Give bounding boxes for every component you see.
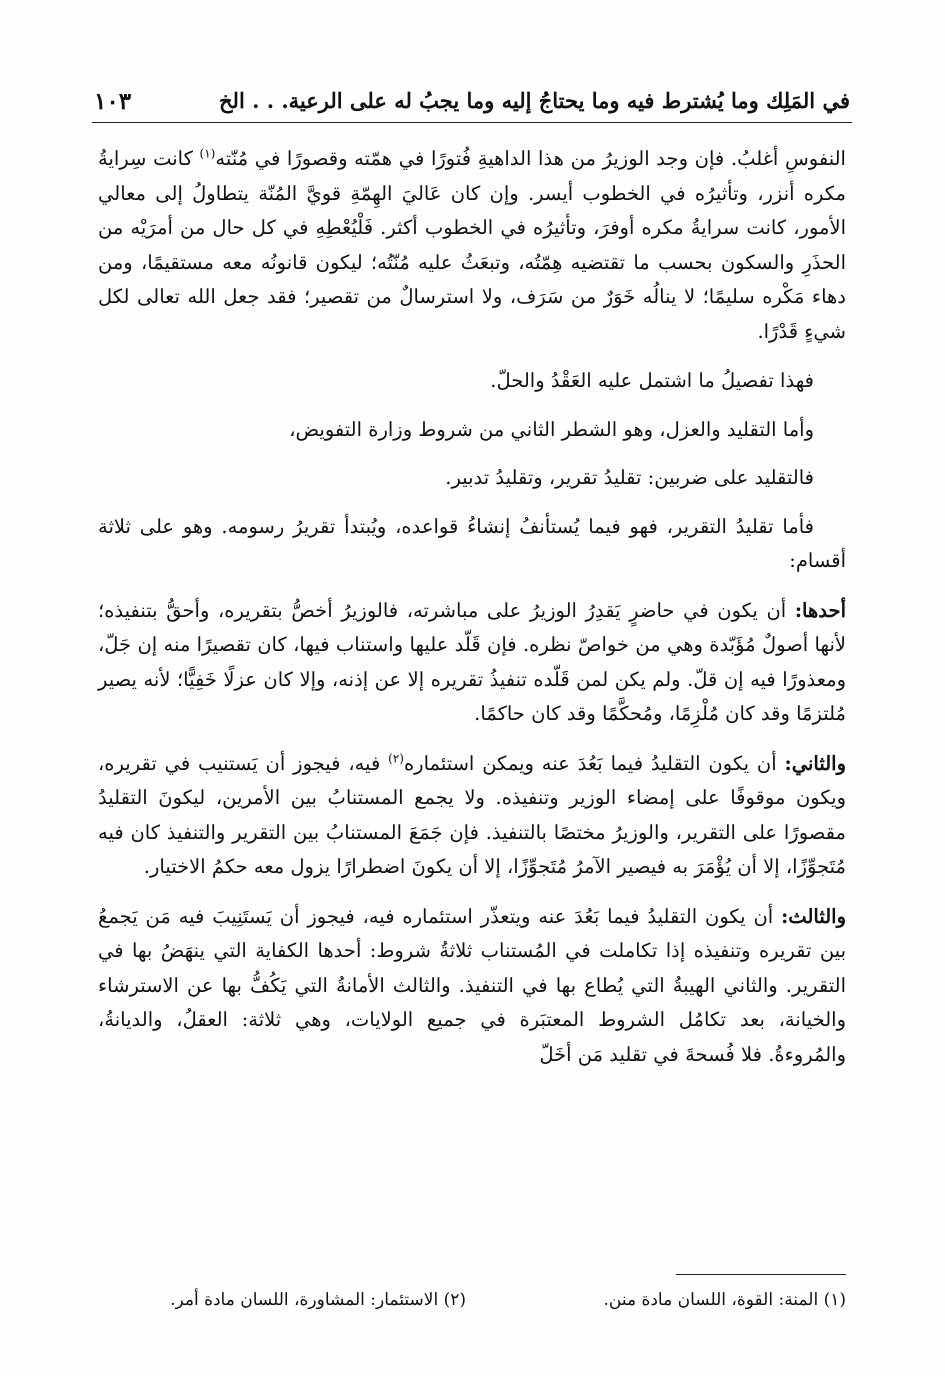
paragraph-text: كانت سِرايةُ مكره أنزر، وتأثيرُه في الخطوب أيسر. وإن كان عَاليَ الهِمّةِ قويَّ المُنّة يتطاولُ إلى معالي الأمور، كانت سرايةُ مكره أوفرَ، وتأثيرُه في الخطوب أكثر. فَلْيُعْطِهِ في كل حال من أمرَيْه من الحذَرِ والسكون بحسب ما تقتضيه هِمّتُه، وتبعَثُ عليه مُنّتُه؛ ليكون قانونُه معه مستقيمًا، ومن دهاء مَكْره سليمًا؛ لا ينالُه خَوَرٌ من سَرَف، ولا استرسالٌ من تقصير؛ فقد جعل الله تعالى لكل شيءٍ قَدْرًا. (98, 147, 846, 343)
paragraph-8 (98, 900, 846, 1073)
paragraph-text: فأما تقليدُ التقرير، فهو فيما يُستأنفُ إنشاءُ قواعده، ويُبتدأ تقريرُ رسومه. وهو على ثلاثة أقسام: (98, 514, 846, 572)
paragraph-6 (98, 594, 846, 732)
paragraph-4 (98, 461, 846, 496)
paragraph-text: أن يكون في حاضرٍ يَقدِرُ الوزيرُ على مباشرته، فالوزيرُ أخصُّ بتقريره، وأحقُّ بتنفيذه؛ لأنها أصولٌ مُؤَبّدة وهي من خواصّ نظره. فإن قَلّد عليها واستناب فيها، كان تقصيرًا منه إن جَلّ، ومعذورًا فيه إن قلّ. ولم يكن لمن قَلّده تنفيذُ تقريره إلا عن إذنه، وإلا كان عزلًا خَفِيًّا؛ لأنه يصير مُلتزمًا وقد كان مُلْزِمًا، ومُحكَّمًا وقد كان حاكمًا. (98, 598, 846, 725)
paragraph-text: أن يكون التقليدُ فيما بَعُدَ عنه ويمكن استئماره (403, 751, 785, 775)
footnote-1: (١) المنة: القوة، اللسان مادة منن. (603, 1290, 846, 1310)
paragraph-text: فيه، فيجوز أن يَستنيب في تقريره، ويكون موقوفًا على إمضاء الوزير وتنفيذه. ولا يجمع المستنابُ بين الأمرين، ليكونَ التقليدُ مقصورًا على التقرير، والوزيرُ مختصًا بالتنفيذ. فإن جَمَعَ المستنابُ بين التقرير والتنفيذ كان فيه مُتَجوِّزًا، إلا أن يُؤْمَرَ به فيصير الآمرُ مُتَجوِّزًا، إلا أن يكونَ اضطرارًا يزول معه حكمُ الاختيار. (98, 751, 846, 878)
section-lead: والثالث: (781, 904, 846, 928)
paragraph-text: وأما التقليد والعزل، وهو الشطر الثاني من شروط وزارة التفويض، (289, 417, 814, 441)
body-text (98, 142, 846, 1087)
paragraph-2 (98, 364, 846, 399)
header-title: في المَلِك وما يُشترط فيه وما يحتاجُ إليه وما يجبُ له على الرعية. . . الخ (218, 88, 850, 113)
footnote-ref-1[interactable]: (١) (199, 146, 216, 161)
paragraph-text: فهذا تفصيلُ ما اشتمل عليه العَقْدُ والحلّ. (490, 369, 814, 392)
footnote-divider (676, 1274, 846, 1275)
paragraph-3 (98, 413, 846, 448)
footnotes (98, 1290, 846, 1320)
page-number: ١٠٣ (94, 88, 132, 115)
section-lead: والثاني: (784, 751, 846, 775)
section-lead: أحدها: (794, 598, 846, 622)
running-header (92, 86, 852, 123)
paragraph-text: فالتقليد على ضربين: تقليدُ تقرير، وتقليدُ تدبير. (445, 466, 814, 489)
footnote-ref-2[interactable]: (٢) (388, 751, 404, 765)
footnote-2: (٢) الاستئمار: المشاورة، اللسان مادة أمر. (170, 1290, 466, 1310)
paragraph-text: النفوسِ أغلبُ. فإن وجد الوزيرُ من هذا الداهيةِ فُتورًا في همّته وقصورًا في مُنّته (215, 147, 846, 170)
paragraph-7 (98, 747, 846, 885)
paragraph-1 (98, 142, 846, 349)
paragraph-text: أن يكون التقليدُ فيما بَعُدَ عنه ويتعذّر استئماره فيه، فيجوز أن يَستَنِيبَ فيه مَن يَجمعُ بين تقريره وتنفيذه إذا تكاملت في المُستناب ثلاثةُ شروط: أحدها الكفاية التي ينهَضُ بها في التقرير. والثاني الهيبةُ التي يُطاع بها في التنفيذ. والثالث الأمانةُ التي يَكُفُّ بها عن الاسترشاء والخيانة، بعد تكامُل الشروط المعتبَرة في جميع الولايات، وهي ثلاثة: العقلُ، والديانةُ، والمُروءةُ. فلا فُسحةَ في تقليد مَن أخَلّ (98, 904, 846, 1066)
paragraph-5 (98, 510, 846, 579)
